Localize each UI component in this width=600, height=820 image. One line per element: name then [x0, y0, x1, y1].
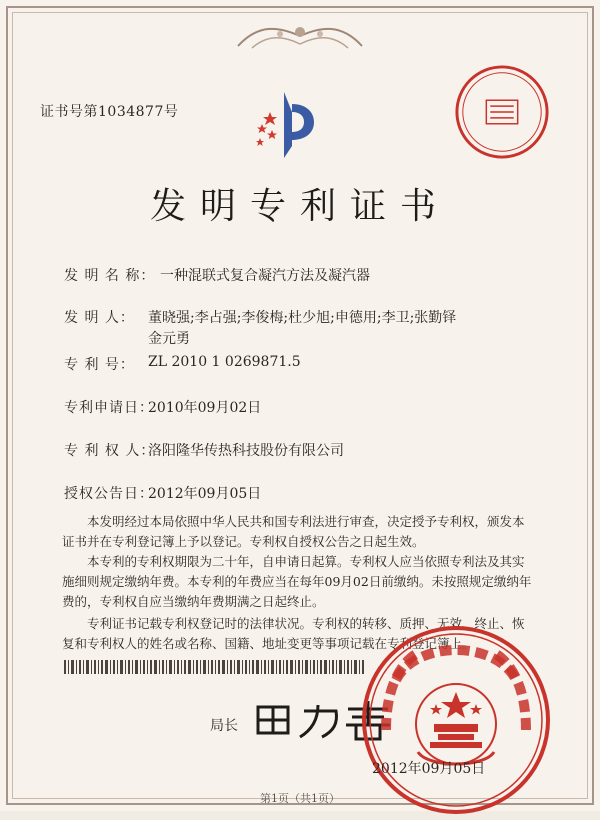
issue-date: 2012年09月05日	[372, 761, 486, 777]
certificate-number: 证书号第1034877号	[40, 104, 179, 120]
body-paragraph-1: 本发明经过本局依照中华人民共和国专利法进行审查，决定授予专利权，颁发本证书并在专利登记簿上予以登记。专利权自授权公告之日起生效。	[62, 514, 525, 549]
body-paragraph-3: 专利证书记载专利权登记时的法律状况。专利权的转移、质押、无效、终止、恢复和专利权人的姓名或名称、国籍、地址变更等事项记载在专利登记簿上。	[62, 616, 525, 651]
application-date-label: 专利申请日：	[64, 400, 154, 416]
body-paragraph-2: 本专利的专利权期限为二十年，自申请日起算。专利权人应当依照专利法及其实施细则规定缴纳年费。本专利的年费应当在每年09月02日前缴纳。未按照规定缴纳年费的，专利权自应当缴纳年费期满之日起终止。	[62, 554, 532, 609]
page-title: 发明专利证书	[149, 186, 450, 227]
page-footer: 第1页（共1页）	[260, 792, 340, 805]
patentee-label: 专 利 权 人：	[64, 443, 156, 459]
application-date-value: 2010年09月02日	[148, 400, 262, 416]
inventor-label: 发 明 人：	[64, 310, 135, 326]
agency-stamp-icon	[453, 63, 551, 161]
patent-logo-icon	[248, 84, 328, 164]
grant-date-label: 授权公告日：	[64, 486, 154, 502]
grant-date-value: 2012年09月05日	[148, 486, 262, 502]
inventor-value-line2: 金元勇	[148, 331, 190, 347]
barcode-icon	[64, 660, 364, 674]
ornament-icon	[228, 18, 372, 58]
patentee-value: 洛阳隆华传热科技股份有限公司	[148, 443, 344, 459]
invention-name-value: 一种混联式复合凝汽方法及凝汽器	[160, 268, 370, 284]
invention-name-label: 发 明 名 称：	[64, 268, 156, 284]
patent-number-label: 专 利 号：	[64, 357, 135, 373]
patent-number-value: ZL 2010 1 0269871.5	[148, 354, 301, 370]
director-label: 局长	[210, 718, 238, 734]
inventor-value-line1: 董晓强;李占强;李俊梅;杜少旭;申德用;李卫;张勤铎	[148, 310, 457, 326]
